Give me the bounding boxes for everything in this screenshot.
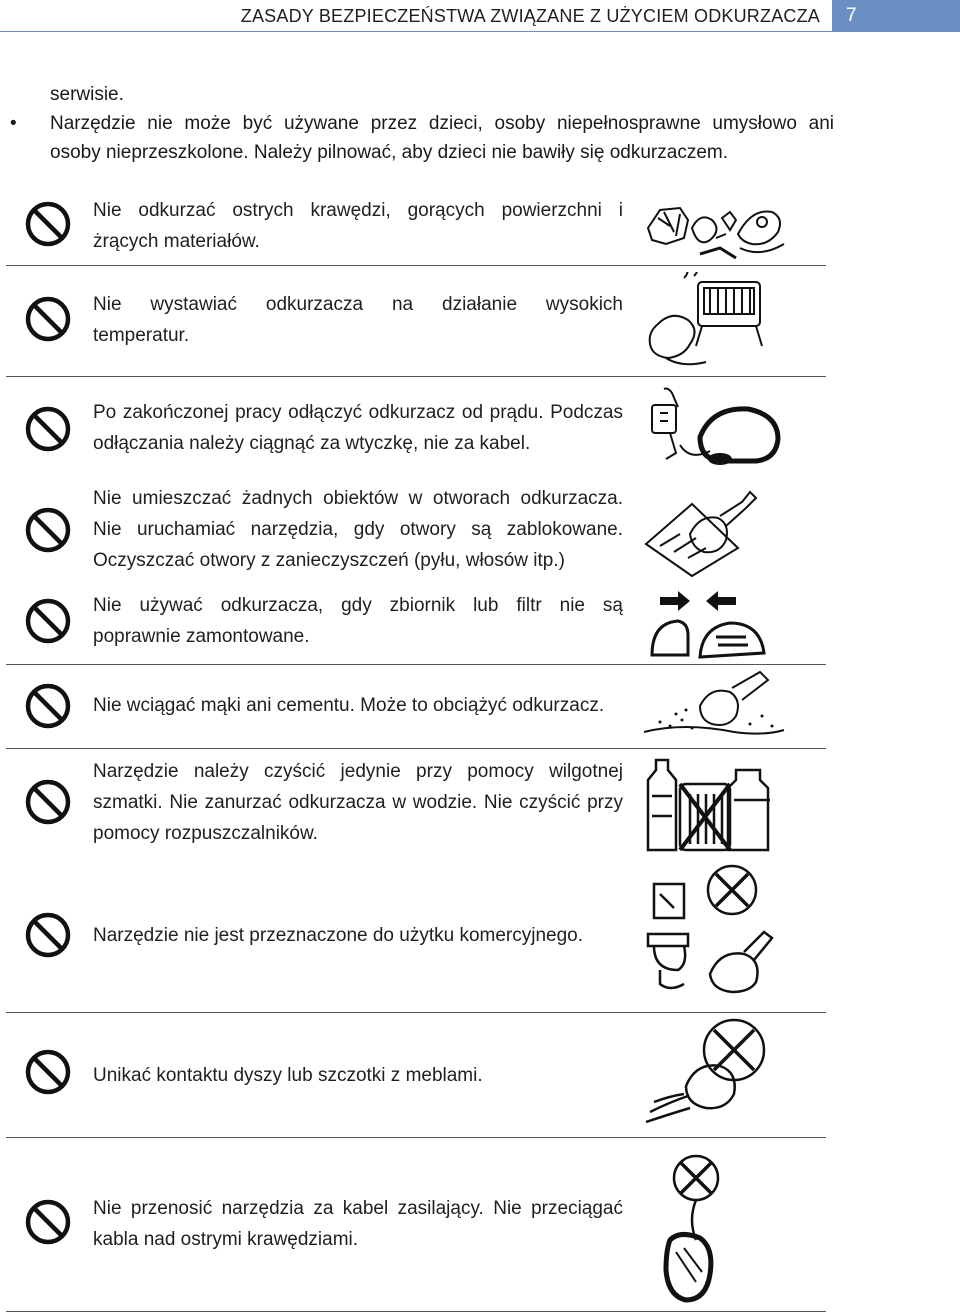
blocked-openings-illustration xyxy=(640,486,790,578)
divider xyxy=(6,1012,826,1013)
rule-line: żrących materiałów. xyxy=(93,231,260,252)
prohibition-icon xyxy=(24,778,72,826)
page-title: ZASADY BEZPIECZEŃSTWA ZWIĄZANE Z UŻYCIEM ODKURZACZA xyxy=(240,6,820,26)
divider xyxy=(6,376,826,377)
heater-illustration xyxy=(640,272,790,370)
prohibition-icon xyxy=(24,682,72,730)
rule-line: Nie uruchamiać narzędzia, gdy otwory są zablokowane. xyxy=(93,519,623,540)
divider xyxy=(6,1311,826,1312)
rule-line: pomocy rozpuszczalników. xyxy=(93,823,318,844)
rule-line: Nie używać odkurzacza, gdy zbiornik lub filtr nie są xyxy=(93,595,623,616)
rule-text xyxy=(93,483,623,576)
rule-line: Nie umieszczać żadnych obiektów w otworach odkurzacza. xyxy=(93,488,623,509)
divider xyxy=(6,664,826,665)
rule-text xyxy=(93,756,623,849)
prohibition-icon xyxy=(24,597,72,645)
rule-text xyxy=(93,1060,623,1091)
bullet-line: Narzędzie nie może być używane przez dzieci, osoby niepełnosprawne umysłowo ani xyxy=(50,113,834,134)
prohibition-icon xyxy=(24,1198,72,1246)
rule-line: Nie odkurzać ostrych krawędzi, gorących powierzchni i xyxy=(93,200,623,221)
prohibition-icon xyxy=(24,1048,72,1096)
rule-text xyxy=(93,195,623,257)
rule-line: Po zakończonej pracy odłączyć odkurzacz od prądu. Podczas xyxy=(93,402,623,423)
commercial-use-illustration xyxy=(640,864,790,1004)
rule-line: Nie przenosić narzędzia za kabel zasilający. Nie przeciągać xyxy=(93,1198,623,1219)
bullet-line: osoby nieprzeszkolone. Należy pilnować, aby dzieci nie bawiły się odkurzaczem. xyxy=(50,142,728,163)
rule-line: Nie wystawiać odkurzacza na działanie wysokich xyxy=(93,294,623,315)
header-rule xyxy=(0,31,832,32)
prohibition-icon xyxy=(24,405,72,453)
sharp-objects-illustration xyxy=(640,198,790,268)
rule-text xyxy=(93,590,623,652)
page-number-badge xyxy=(832,0,960,32)
rule-line: kabla nad ostrymi krawędziami. xyxy=(93,1229,359,1250)
rule-text xyxy=(93,397,623,459)
rule-line: Narzędzie nie jest przeznaczone do użytku komercyjnego. xyxy=(93,925,584,946)
bullet-item xyxy=(10,109,834,167)
continuation-line: serwisie. xyxy=(50,84,124,105)
divider xyxy=(6,748,826,749)
rule-line: szmatki. Nie zanurzać odkurzacza w wodzie. Nie czyścić przy xyxy=(93,792,623,813)
carry-by-cable-illustration xyxy=(640,1148,790,1308)
rule-text xyxy=(93,1193,623,1255)
intro-text xyxy=(10,80,834,167)
rule-line: Oczyszczać otwory z zanieczyszczeń (pyłu, włosów itp.) xyxy=(93,550,565,571)
rule-text xyxy=(93,289,623,351)
filter-assembly-illustration xyxy=(640,585,790,667)
furniture-contact-illustration xyxy=(640,1016,790,1132)
page-number: 7 xyxy=(846,5,857,26)
rule-text xyxy=(93,690,623,721)
rule-line: Nie wciągać mąki ani cementu. Może to obciążyć odkurzacz. xyxy=(93,695,605,716)
unplug-illustration xyxy=(640,385,790,477)
flour-cement-illustration xyxy=(640,666,790,742)
rule-text xyxy=(93,920,623,951)
prohibition-icon xyxy=(24,200,72,248)
rule-line: Narzędzie należy czyścić jedynie przy pomocy wilgotnej xyxy=(93,761,623,782)
rule-line: temperatur. xyxy=(93,325,190,346)
bullet-dot: • xyxy=(10,113,17,134)
divider xyxy=(6,1137,826,1138)
divider xyxy=(6,265,826,266)
page-header xyxy=(0,0,960,34)
rule-line: poprawnie zamontowane. xyxy=(93,626,310,647)
solvents-illustration xyxy=(640,756,790,856)
rule-line: Unikać kontaktu dyszy lub szczotki z meblami. xyxy=(93,1065,483,1086)
rule-line: odłączania należy ciągnąć za wtyczkę, nie za kabel. xyxy=(93,433,531,454)
prohibition-icon xyxy=(24,506,72,554)
prohibition-icon xyxy=(24,911,72,959)
prohibition-icon xyxy=(24,295,72,343)
